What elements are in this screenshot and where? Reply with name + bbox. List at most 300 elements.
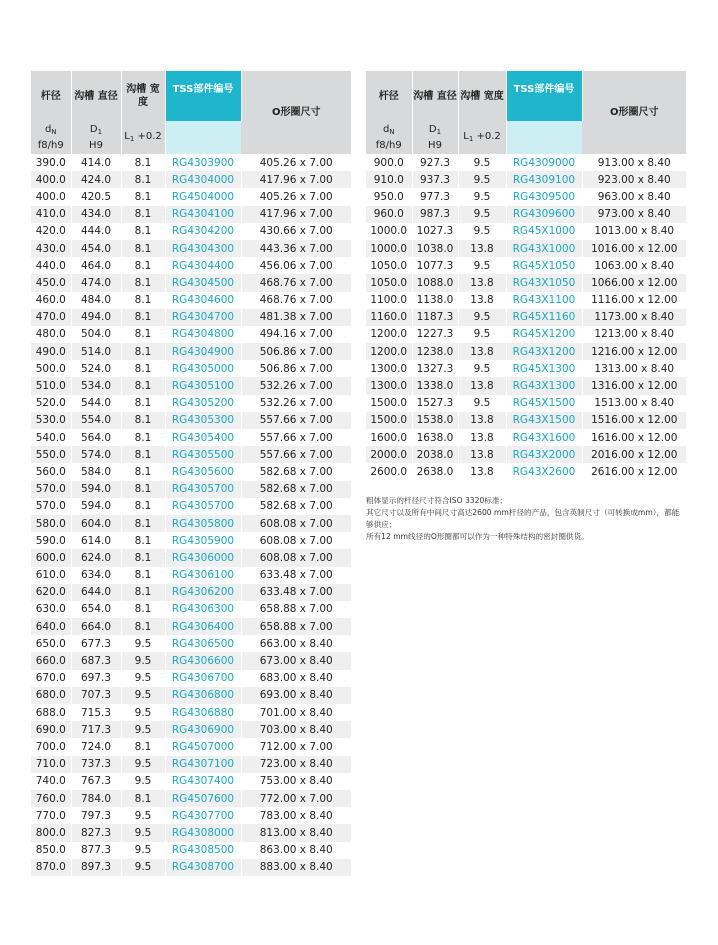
tss-part-number-cell: RG4307700 <box>165 807 241 824</box>
table-row <box>31 171 351 188</box>
tss-part-number-cell: RG4305400 <box>165 429 241 446</box>
tss-part-number-cell: RG4309500 <box>506 188 582 205</box>
rod-diameter-cell: 740.0 <box>31 773 71 790</box>
groove-diameter-cell: 927.3 <box>412 154 458 171</box>
groove-diameter-cell: 2638.0 <box>412 463 458 480</box>
rod-diameter-cell: 1300.0 <box>366 377 412 394</box>
groove-diameter-cell: 827.3 <box>71 824 121 841</box>
table-row <box>31 859 351 876</box>
table-row <box>31 704 351 721</box>
groove-diameter-cell: 414.0 <box>71 154 121 171</box>
groove-width-cell: 8.1 <box>121 377 165 394</box>
groove-width-cell: 8.1 <box>121 532 165 549</box>
header-tss-part-number: TSS部件编号 <box>165 71 241 121</box>
table-row <box>366 343 686 360</box>
tss-part-number-cell: RG45X1050 <box>506 257 582 274</box>
groove-diameter-cell: 897.3 <box>71 859 121 876</box>
tss-part-number-cell: RG4309600 <box>506 206 582 223</box>
groove-diameter-cell: 634.0 <box>71 567 121 584</box>
groove-diameter-cell: 687.3 <box>71 652 121 669</box>
rod-diameter-cell: 1200.0 <box>366 326 412 343</box>
footnote-iso: 粗体显示的杆径尺寸符合ISO 3320标准； <box>366 496 508 505</box>
table-row <box>31 446 351 463</box>
tss-part-number-cell: RG4307400 <box>165 773 241 790</box>
rod-diameter-cell: 1160.0 <box>366 309 412 326</box>
groove-diameter-cell: 1187.3 <box>412 309 458 326</box>
rod-diameter-cell: 870.0 <box>31 859 71 876</box>
rod-diameter-cell: 700.0 <box>31 738 71 755</box>
rod-diameter-cell: 670.0 <box>31 670 71 687</box>
groove-width-cell: 8.1 <box>121 618 165 635</box>
tss-part-number-cell: RG43X1300 <box>506 377 582 394</box>
subheader-dn: $d_N$ f8/h9 <box>31 121 71 154</box>
groove-diameter-cell: 1338.0 <box>412 377 458 394</box>
groove-width-cell: 9.5 <box>121 704 165 721</box>
rod-diameter-cell: 900.0 <box>366 154 412 171</box>
groove-width-cell: 9.5 <box>458 206 506 223</box>
oring-size-cell: 693.00 x 8.40 <box>241 687 351 704</box>
oring-size-cell: 1173.00 x 8.40 <box>582 309 686 326</box>
rod-diameter-cell: 520.0 <box>31 395 71 412</box>
oring-size-cell: 712.00 x 7.00 <box>241 738 351 755</box>
table-row <box>31 377 351 394</box>
groove-width-cell: 9.5 <box>458 360 506 377</box>
table-row <box>31 481 351 498</box>
table-row <box>31 584 351 601</box>
groove-diameter-cell: 584.0 <box>71 463 121 480</box>
groove-diameter-cell: 454.0 <box>71 240 121 257</box>
table-row <box>31 842 351 859</box>
tss-part-number-cell: RG45X1000 <box>506 223 582 240</box>
subheader-tss-blank <box>506 121 582 154</box>
table-row <box>31 721 351 738</box>
rod-diameter-cell: 760.0 <box>31 790 71 807</box>
subheader-tss-blank <box>165 121 241 154</box>
groove-width-cell: 9.5 <box>121 670 165 687</box>
oring-size-cell: 608.08 x 7.00 <box>241 532 351 549</box>
header-rod-diameter: 杆径 <box>31 71 71 121</box>
rod-diameter-cell: 950.0 <box>366 188 412 205</box>
table-row <box>31 635 351 652</box>
groove-diameter-cell: 767.3 <box>71 773 121 790</box>
header-rod-diameter: 杆径 <box>366 71 412 121</box>
oring-size-cell: 703.00 x 8.40 <box>241 721 351 738</box>
table-row <box>366 292 686 309</box>
oring-size-cell: 1016.00 x 12.00 <box>582 240 686 257</box>
rod-diameter-cell: 450.0 <box>31 274 71 291</box>
groove-width-cell: 9.5 <box>121 807 165 824</box>
groove-width-cell: 9.5 <box>121 842 165 859</box>
oring-size-cell: 1013.00 x 8.40 <box>582 223 686 240</box>
oring-size-cell: 608.08 x 7.00 <box>241 515 351 532</box>
table-row <box>366 257 686 274</box>
header-groove-diameter: 沟槽 直径 <box>71 71 121 121</box>
groove-diameter-cell: 1527.3 <box>412 395 458 412</box>
oring-size-cell: 883.00 x 8.40 <box>241 859 351 876</box>
groove-width-cell: 13.8 <box>458 292 506 309</box>
tss-part-number-cell: RG4306900 <box>165 721 241 738</box>
table-row <box>31 188 351 205</box>
oring-size-cell: 913.00 x 8.40 <box>582 154 686 171</box>
oring-size-cell: 1616.00 x 12.00 <box>582 429 686 446</box>
table-row <box>366 206 686 223</box>
groove-width-cell: 9.5 <box>458 154 506 171</box>
table-row <box>366 188 686 205</box>
subheader-dn: $d_N$ f8/h9 <box>366 121 412 154</box>
rod-diameter-cell: 1050.0 <box>366 274 412 291</box>
tss-part-number-cell: RG4305200 <box>165 395 241 412</box>
oring-size-cell: 813.00 x 8.40 <box>241 824 351 841</box>
rod-diameter-cell: 688.0 <box>31 704 71 721</box>
oring-size-cell: 663.00 x 8.40 <box>241 635 351 652</box>
tss-part-number-cell: RG4305800 <box>165 515 241 532</box>
table-row <box>31 549 351 566</box>
groove-diameter-cell: 1638.0 <box>412 429 458 446</box>
table-row <box>31 240 351 257</box>
rod-diameter-cell: 1100.0 <box>366 292 412 309</box>
rod-diameter-cell: 580.0 <box>31 515 71 532</box>
oring-size-cell: 417.96 x 7.00 <box>241 171 351 188</box>
tss-part-number-cell: RG43X1600 <box>506 429 582 446</box>
rod-diameter-cell: 530.0 <box>31 412 71 429</box>
table-row <box>366 223 686 240</box>
tss-part-number-cell: RG4308500 <box>165 842 241 859</box>
rod-diameter-cell: 960.0 <box>366 206 412 223</box>
tss-part-number-cell: RG4304300 <box>165 240 241 257</box>
groove-diameter-cell: 504.0 <box>71 326 121 343</box>
groove-width-cell: 9.5 <box>121 756 165 773</box>
groove-width-cell: 13.8 <box>458 463 506 480</box>
groove-diameter-cell: 1538.0 <box>412 412 458 429</box>
rod-diameter-cell: 630.0 <box>31 601 71 618</box>
groove-width-cell: 9.5 <box>458 257 506 274</box>
oring-size-cell: 1213.00 x 8.40 <box>582 326 686 343</box>
table-row <box>31 532 351 549</box>
table-row <box>31 670 351 687</box>
groove-width-cell: 8.1 <box>121 446 165 463</box>
header-oring-size: O形圈尺寸 <box>582 71 686 154</box>
tss-part-number-cell: RG43X2600 <box>506 463 582 480</box>
seal-table-right <box>366 71 686 481</box>
table-row <box>366 377 686 394</box>
rod-diameter-cell: 1050.0 <box>366 257 412 274</box>
table-row <box>31 824 351 841</box>
rod-diameter-cell: 540.0 <box>31 429 71 446</box>
table-row <box>31 515 351 532</box>
rod-diameter-cell: 660.0 <box>31 652 71 669</box>
tss-part-number-cell: RG4306800 <box>165 687 241 704</box>
groove-width-cell: 13.8 <box>458 429 506 446</box>
table-row <box>31 773 351 790</box>
table-row <box>366 395 686 412</box>
groove-width-cell: 13.8 <box>458 412 506 429</box>
groove-width-cell: 13.8 <box>458 377 506 394</box>
oring-size-cell: 481.38 x 7.00 <box>241 309 351 326</box>
groove-diameter-cell: 1027.3 <box>412 223 458 240</box>
oring-size-cell: 430.66 x 7.00 <box>241 223 351 240</box>
tss-part-number-cell: RG43X1100 <box>506 292 582 309</box>
groove-diameter-cell: 420.5 <box>71 188 121 205</box>
oring-size-cell: 658.88 x 7.00 <box>241 601 351 618</box>
rod-diameter-cell: 440.0 <box>31 257 71 274</box>
groove-diameter-cell: 737.3 <box>71 756 121 773</box>
table-row <box>31 618 351 635</box>
oring-size-cell: 468.76 x 7.00 <box>241 292 351 309</box>
groove-width-cell: 9.5 <box>121 721 165 738</box>
table-row <box>366 360 686 377</box>
tss-part-number-cell: RG4304900 <box>165 343 241 360</box>
tss-part-number-cell: RG4306880 <box>165 704 241 721</box>
oring-size-cell: 923.00 x 8.40 <box>582 171 686 188</box>
groove-width-cell: 8.1 <box>121 515 165 532</box>
header-groove-diameter: 沟槽 直径 <box>412 71 458 121</box>
tss-part-number-cell: RG4305300 <box>165 412 241 429</box>
rod-diameter-cell: 1000.0 <box>366 223 412 240</box>
groove-width-cell: 8.1 <box>121 309 165 326</box>
groove-width-cell: 8.1 <box>121 601 165 618</box>
groove-width-cell: 9.5 <box>458 326 506 343</box>
table-row <box>31 807 351 824</box>
rod-diameter-cell: 2600.0 <box>366 463 412 480</box>
oring-size-cell: 1313.00 x 8.40 <box>582 360 686 377</box>
rod-diameter-cell: 620.0 <box>31 584 71 601</box>
oring-size-cell: 405.26 x 7.00 <box>241 188 351 205</box>
table-row <box>31 206 351 223</box>
rod-diameter-cell: 550.0 <box>31 446 71 463</box>
rod-diameter-cell: 470.0 <box>31 309 71 326</box>
seal-table-left <box>31 71 351 876</box>
table-row <box>366 429 686 446</box>
rod-diameter-cell: 640.0 <box>31 618 71 635</box>
groove-diameter-cell: 554.0 <box>71 412 121 429</box>
oring-size-cell: 582.68 x 7.00 <box>241 481 351 498</box>
table-row <box>366 412 686 429</box>
table-row <box>31 257 351 274</box>
groove-diameter-cell: 2038.0 <box>412 446 458 463</box>
groove-diameter-cell: 717.3 <box>71 721 121 738</box>
rod-diameter-cell: 1500.0 <box>366 395 412 412</box>
groove-diameter-cell: 594.0 <box>71 481 121 498</box>
tss-part-number-cell: RG43X1500 <box>506 412 582 429</box>
groove-diameter-cell: 937.3 <box>412 171 458 188</box>
oring-size-cell: 973.00 x 8.40 <box>582 206 686 223</box>
table-row <box>31 223 351 240</box>
groove-width-cell: 8.1 <box>121 257 165 274</box>
table-row <box>366 309 686 326</box>
oring-size-cell: 753.00 x 8.40 <box>241 773 351 790</box>
groove-width-cell: 9.5 <box>121 687 165 704</box>
rod-diameter-cell: 650.0 <box>31 635 71 652</box>
oring-size-cell: 1063.00 x 8.40 <box>582 257 686 274</box>
oring-size-cell: 557.66 x 7.00 <box>241 412 351 429</box>
groove-width-cell: 13.8 <box>458 343 506 360</box>
tss-part-number-cell: RG4308000 <box>165 824 241 841</box>
groove-width-cell: 8.1 <box>121 481 165 498</box>
groove-diameter-cell: 444.0 <box>71 223 121 240</box>
groove-width-cell: 8.1 <box>121 549 165 566</box>
tss-part-number-cell: RG4306000 <box>165 549 241 566</box>
rod-diameter-cell: 480.0 <box>31 326 71 343</box>
tss-part-number-cell: RG43X1000 <box>506 240 582 257</box>
rod-diameter-cell: 410.0 <box>31 206 71 223</box>
groove-width-cell: 8.1 <box>121 498 165 515</box>
rod-diameter-cell: 690.0 <box>31 721 71 738</box>
groove-diameter-cell: 574.0 <box>71 446 121 463</box>
groove-width-cell: 8.1 <box>121 223 165 240</box>
table-body-left <box>31 154 351 876</box>
tss-part-number-cell: RG4507600 <box>165 790 241 807</box>
tss-part-number-cell: RG4309000 <box>506 154 582 171</box>
table-row <box>31 343 351 360</box>
table-row <box>31 756 351 773</box>
oring-size-cell: 1216.00 x 12.00 <box>582 343 686 360</box>
groove-diameter-cell: 877.3 <box>71 842 121 859</box>
groove-width-cell: 8.1 <box>121 343 165 360</box>
rod-diameter-cell: 490.0 <box>31 343 71 360</box>
rod-diameter-cell: 800.0 <box>31 824 71 841</box>
groove-diameter-cell: 624.0 <box>71 549 121 566</box>
groove-diameter-cell: 977.3 <box>412 188 458 205</box>
rod-diameter-cell: 710.0 <box>31 756 71 773</box>
groove-width-cell: 13.8 <box>458 446 506 463</box>
groove-width-cell: 8.1 <box>121 738 165 755</box>
table-row <box>366 326 686 343</box>
groove-diameter-cell: 1088.0 <box>412 274 458 291</box>
table-row <box>366 274 686 291</box>
oring-size-cell: 863.00 x 8.40 <box>241 842 351 859</box>
rod-diameter-cell: 2000.0 <box>366 446 412 463</box>
table-row <box>31 738 351 755</box>
table-row <box>31 652 351 669</box>
oring-size-cell: 506.86 x 7.00 <box>241 343 351 360</box>
tss-part-number-cell: RG4305000 <box>165 360 241 377</box>
rod-diameter-cell: 600.0 <box>31 549 71 566</box>
oring-size-cell: 723.00 x 8.40 <box>241 756 351 773</box>
oring-size-cell: 772.00 x 7.00 <box>241 790 351 807</box>
tss-part-number-cell: RG45X1200 <box>506 326 582 343</box>
rod-diameter-cell: 420.0 <box>31 223 71 240</box>
rod-diameter-cell: 1300.0 <box>366 360 412 377</box>
footnote-other-sizes: 其它尺寸以及所有中间尺寸高达2600 mm杆径的产品，包含英制尺寸（可转换成mm），都能够供应； <box>366 508 680 529</box>
groove-diameter-cell: 534.0 <box>71 377 121 394</box>
tss-part-number-cell: RG4306100 <box>165 567 241 584</box>
rod-diameter-cell: 430.0 <box>31 240 71 257</box>
groove-diameter-cell: 464.0 <box>71 257 121 274</box>
groove-width-cell: 9.5 <box>458 171 506 188</box>
oring-size-cell: 582.68 x 7.00 <box>241 463 351 480</box>
groove-diameter-cell: 1038.0 <box>412 240 458 257</box>
groove-width-cell: 8.1 <box>121 790 165 807</box>
groove-width-cell: 8.1 <box>121 326 165 343</box>
groove-width-cell: 9.5 <box>121 652 165 669</box>
rod-diameter-cell: 560.0 <box>31 463 71 480</box>
oring-size-cell: 633.48 x 7.00 <box>241 584 351 601</box>
header-groove-width: 沟槽 宽度 <box>458 71 506 121</box>
tss-part-number-cell: RG43X2000 <box>506 446 582 463</box>
oring-size-cell: 557.66 x 7.00 <box>241 429 351 446</box>
tss-part-number-cell: RG4504000 <box>165 188 241 205</box>
oring-size-cell: 1116.00 x 12.00 <box>582 292 686 309</box>
groove-width-cell: 13.8 <box>458 240 506 257</box>
table-row <box>366 463 686 480</box>
table-row <box>366 154 686 171</box>
rod-diameter-cell: 400.0 <box>31 188 71 205</box>
tss-part-number-cell: RG45X1500 <box>506 395 582 412</box>
rod-diameter-cell: 510.0 <box>31 377 71 394</box>
groove-diameter-cell: 724.0 <box>71 738 121 755</box>
groove-diameter-cell: 424.0 <box>71 171 121 188</box>
table-row <box>31 395 351 412</box>
groove-width-cell: 8.1 <box>121 206 165 223</box>
rod-diameter-cell: 570.0 <box>31 498 71 515</box>
rod-diameter-cell: 1500.0 <box>366 412 412 429</box>
groove-width-cell: 8.1 <box>121 240 165 257</box>
groove-diameter-cell: 524.0 <box>71 360 121 377</box>
groove-width-cell: 8.1 <box>121 360 165 377</box>
oring-size-cell: 468.76 x 7.00 <box>241 274 351 291</box>
tss-part-number-cell: RG4306400 <box>165 618 241 635</box>
tss-part-number-cell: RG4305500 <box>165 446 241 463</box>
rod-diameter-cell: 910.0 <box>366 171 412 188</box>
tss-part-number-cell: RG4304400 <box>165 257 241 274</box>
oring-size-cell: 783.00 x 8.40 <box>241 807 351 824</box>
tss-part-number-cell: RG4304200 <box>165 223 241 240</box>
groove-width-cell: 8.1 <box>121 412 165 429</box>
groove-width-cell: 8.1 <box>121 171 165 188</box>
groove-diameter-cell: 594.0 <box>71 498 121 515</box>
groove-width-cell: 8.1 <box>121 395 165 412</box>
oring-size-cell: 673.00 x 8.40 <box>241 652 351 669</box>
oring-size-cell: 2616.00 x 12.00 <box>582 463 686 480</box>
oring-size-cell: 658.88 x 7.00 <box>241 618 351 635</box>
groove-diameter-cell: 654.0 <box>71 601 121 618</box>
tss-part-number-cell: RG45X1160 <box>506 309 582 326</box>
groove-width-cell: 9.5 <box>458 395 506 412</box>
table-row <box>366 240 686 257</box>
groove-diameter-cell: 1077.3 <box>412 257 458 274</box>
rod-diameter-cell: 850.0 <box>31 842 71 859</box>
tss-part-number-cell: RG4305700 <box>165 498 241 515</box>
groove-width-cell: 8.1 <box>121 429 165 446</box>
oring-size-cell: 582.68 x 7.00 <box>241 498 351 515</box>
rod-diameter-cell: 1200.0 <box>366 343 412 360</box>
tss-part-number-cell: RG4303900 <box>165 154 241 171</box>
tss-part-number-cell: RG4306600 <box>165 652 241 669</box>
groove-diameter-cell: 434.0 <box>71 206 121 223</box>
header-oring-size: O形圈尺寸 <box>241 71 351 154</box>
rod-diameter-cell: 590.0 <box>31 532 71 549</box>
subheader-l1: $L_1 +0.2$ <box>458 121 506 154</box>
groove-diameter-cell: 664.0 <box>71 618 121 635</box>
oring-size-cell: 963.00 x 8.40 <box>582 188 686 205</box>
tss-part-number-cell: RG4306300 <box>165 601 241 618</box>
tss-part-number-cell: RG4304800 <box>165 326 241 343</box>
groove-width-cell: 9.5 <box>121 859 165 876</box>
groove-diameter-cell: 987.3 <box>412 206 458 223</box>
table-row <box>31 429 351 446</box>
groove-diameter-cell: 564.0 <box>71 429 121 446</box>
groove-width-cell: 13.8 <box>458 274 506 291</box>
groove-diameter-cell: 644.0 <box>71 584 121 601</box>
groove-diameter-cell: 544.0 <box>71 395 121 412</box>
groove-width-cell: 8.1 <box>121 274 165 291</box>
tss-part-number-cell: RG4305900 <box>165 532 241 549</box>
groove-width-cell: 9.5 <box>458 309 506 326</box>
tss-part-number-cell: RG4304500 <box>165 274 241 291</box>
rod-diameter-cell: 770.0 <box>31 807 71 824</box>
groove-width-cell: 9.5 <box>121 635 165 652</box>
groove-diameter-cell: 1227.3 <box>412 326 458 343</box>
